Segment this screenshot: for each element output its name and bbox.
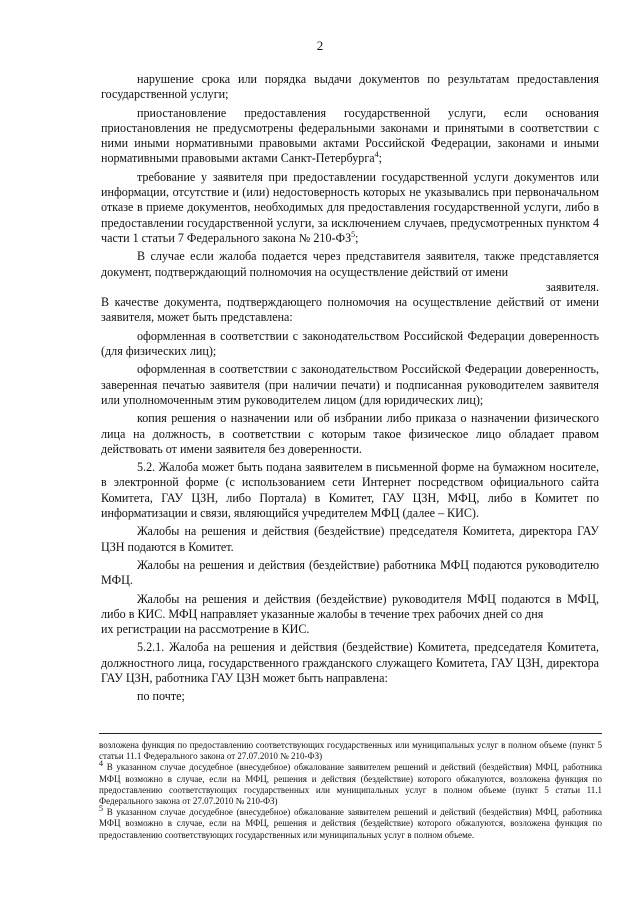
footnote-divider — [99, 733, 602, 734]
footnote-ref-4: 4 — [374, 150, 379, 160]
semicolon: ; — [378, 151, 383, 166]
paragraph-text: требование у заявителя при предоставлении государственной услуги документов или информации, отсутствие и (или) недостоверность которых не указывались при первоначальном отказе в приеме документов, необходимых для предоставления государственной услуги, либо в предоставлении государственной услуги, за исключением случаев, предусмотренных пунктом 4 части 1 статьи 7 Федерального закона № 210-ФЗ — [101, 169, 599, 245]
footnote-5 — [99, 804, 602, 841]
paragraph — [101, 170, 599, 246]
paragraph-text: приостановление предоставления государственной услуги, если основания приостановления не предусмотрены федеральными законами и принятыми в соответствии с ними иными нормативными правовыми актами Российской Федерации, законами и иными нормативными правовыми актами Санкт-Петербурга — [101, 105, 599, 166]
footnote-text: В указанном случае досудебное (внесудебное) обжалование заявителем решений и действий (бездействия) МФЦ, работника МФЦ возможно в случае, если на МФЦ, решения и действия (бездействие) которого обжалуются, возложена функция по предоставлению соответствующих государственных или муниципальных услуг в полном объеме (пункт 5 статьи 11.1 Федерального закона от 27.07.2010 № 210-ФЗ) — [99, 762, 602, 807]
footnote-ref-5: 5 — [351, 229, 356, 239]
paragraph: нарушение срока или порядка выдачи документов по результатам предоставления государственной услуги; — [101, 72, 599, 102]
paragraph: Жалобы на решения и действия (бездействие) председателя Комитета, директора ГАУ ЦЗН подаются в Комитет. — [101, 524, 599, 554]
paragraph: 5.2. Жалоба может быть подана заявителем в письменной форме на бумажном носителе, в электронной форме (с использованием сети Интернет посредством официального сайта Комитета, ГАУ ЦЗН, либо Портала) в Комитет, ГАУ ЦЗН, МФЦ, либо в Комитет по информатизации и связи, являющийся учредителем МФЦ (далее – КИС). — [101, 460, 599, 521]
paragraph: заявителя. — [545, 279, 599, 294]
footnote-text: В указанном случае досудебное (внесудебное) обжалование заявителем решений и действий (бездействия) МФЦ, работника МФЦ возможно в случае, если на МФЦ, решения и действия (бездействие) которого обжалуются, возложена функция по предоставлению соответствующих государственных или муниципальных услуг в полном объеме. — [99, 807, 602, 840]
semicolon: ; — [355, 230, 359, 245]
paragraph: по почте; — [137, 689, 185, 704]
footnote-4 — [99, 759, 602, 807]
page-number: 2 — [316, 38, 324, 53]
paragraph: Жалобы на решения и действия (бездействие) работника МФЦ подаются руководителю МФЦ. — [101, 557, 599, 588]
footnote-continuation: возложена функция по предоставлению соответствующих государственных или муниципальных услуг в полном объеме (пункт 5 статьи 11.1 Федерального закона от 27.07.2010 № 210-ФЗ) — [99, 740, 602, 762]
paragraph: оформленная в соответствии с законодательством Российской Федерации доверенность, заверенная печатью заявителя (при наличии печати) и подписанная руководителем заявителя или уполномоченным этим руководителем лицом (для юридических лиц); — [101, 362, 599, 407]
paragraph: их регистрации на рассмотрение в КИС. — [101, 622, 310, 637]
footnote-mark: 5 — [99, 804, 103, 814]
footnotes — [99, 740, 602, 841]
paragraph: копия решения о назначении или об избрании либо приказа о назначении физического лица на должность, в соответствии с которым такое физическое лицо обладает правом действовать от имени заявителя без доверенности. — [101, 411, 599, 456]
paragraph — [101, 106, 599, 167]
paragraph: В случае если жалоба подается через представителя заявителя, также представляется документ, подтверждающий полномочия на осуществление действий от имени — [101, 249, 599, 279]
paragraph: 5.2.1. Жалоба на решения и действия (бездействие) Комитета, председателя Комитета, должностного лица, государственного гражданского служащего Комитета, ГАУ ЦЗН, директора ГАУ ЦЗН, работника ГАУ ЦЗН может быть направлена: — [101, 640, 599, 685]
paragraph: Жалобы на решения и действия (бездействие) руководителя МФЦ подаются в МФЦ, либо в КИС. МФЦ направляет указанные жалобы в течение трех рабочих дней со дня — [101, 591, 599, 621]
paragraph: оформленная в соответствии с законодательством Российской Федерации доверенность (для физических лиц); — [101, 328, 599, 359]
footnote-mark: 4 — [99, 759, 103, 769]
paragraph: В качестве документа, подтверждающего полномочия на осуществление действий от имени заявителя, может быть представлена: — [101, 295, 599, 325]
body-text — [101, 72, 599, 708]
